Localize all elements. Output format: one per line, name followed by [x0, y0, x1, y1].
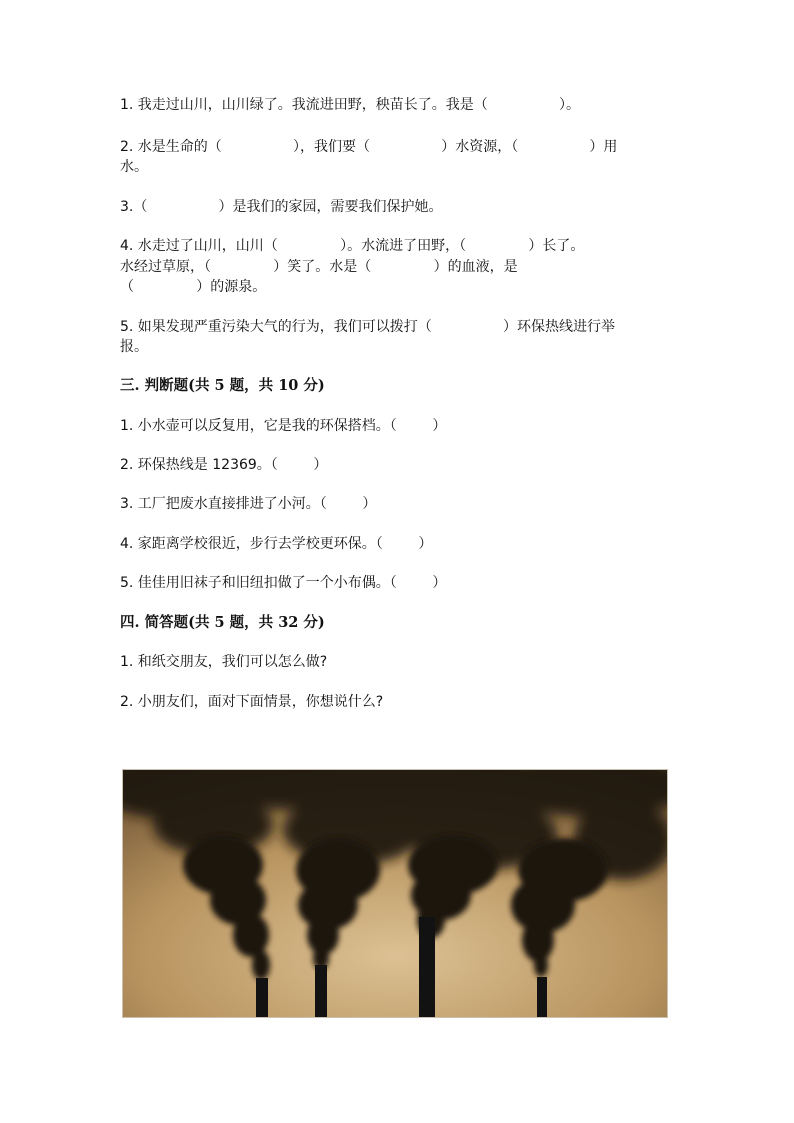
question-5-line-2: 报。: [120, 339, 148, 355]
question-4-line-2: 水经过草原，（ ）笑了。水是（ ）的血液，是: [120, 259, 518, 275]
chimney-4: [537, 977, 547, 1018]
judgement-item-1: 1. 小水壶可以反复用，它是我的环保搭档。（ ）: [120, 418, 447, 434]
question-2-line-2: 水。: [120, 159, 148, 175]
judgement-item-5: 5. 佳佳用旧袜子和旧纽扣做了一个小布偶。（ ）: [120, 575, 447, 591]
factory-smoke-photo: [122, 769, 668, 1018]
chimney-2: [315, 965, 327, 1018]
question-3: 3.（ ）是我们的家园，需要我们保护她。: [120, 199, 443, 215]
chimney-3: [419, 917, 435, 1018]
question-4-line-3: （ ）的源泉。: [120, 279, 267, 295]
chimney-1: [256, 978, 268, 1018]
short-answer-item-1: 1. 和纸交朋友，我们可以怎么做?: [120, 654, 328, 670]
judgement-item-3: 3. 工厂把废水直接排进了小河。（ ）: [120, 496, 377, 512]
question-5-line-1: 5. 如果发现严重污染大气的行为，我们可以拨打（ ）环保热线进行举: [120, 319, 616, 335]
section-3-title: 三. 判断题(共 5 题，共 10 分): [120, 377, 325, 394]
judgement-item-4: 4. 家距离学校很近，步行去学校更环保。（ ）: [120, 536, 433, 552]
section-4-title: 四. 简答题(共 5 题，共 32 分): [120, 614, 325, 631]
question-1: 1. 我走过山川，山川绿了。我流进田野，秧苗长了。我是（ ）。: [120, 97, 581, 113]
question-4-line-1: 4. 水走过了山川，山川（ ）。水流进了田野，（ ）长了。: [120, 238, 585, 254]
judgement-item-2: 2. 环保热线是 12369。（ ）: [120, 457, 328, 473]
question-2-line-1: 2. 水是生命的（ ），我们要（ ）水资源，（ ）用: [120, 139, 618, 155]
short-answer-item-2: 2. 小朋友们，面对下面情景，你想说什么?: [120, 694, 384, 710]
